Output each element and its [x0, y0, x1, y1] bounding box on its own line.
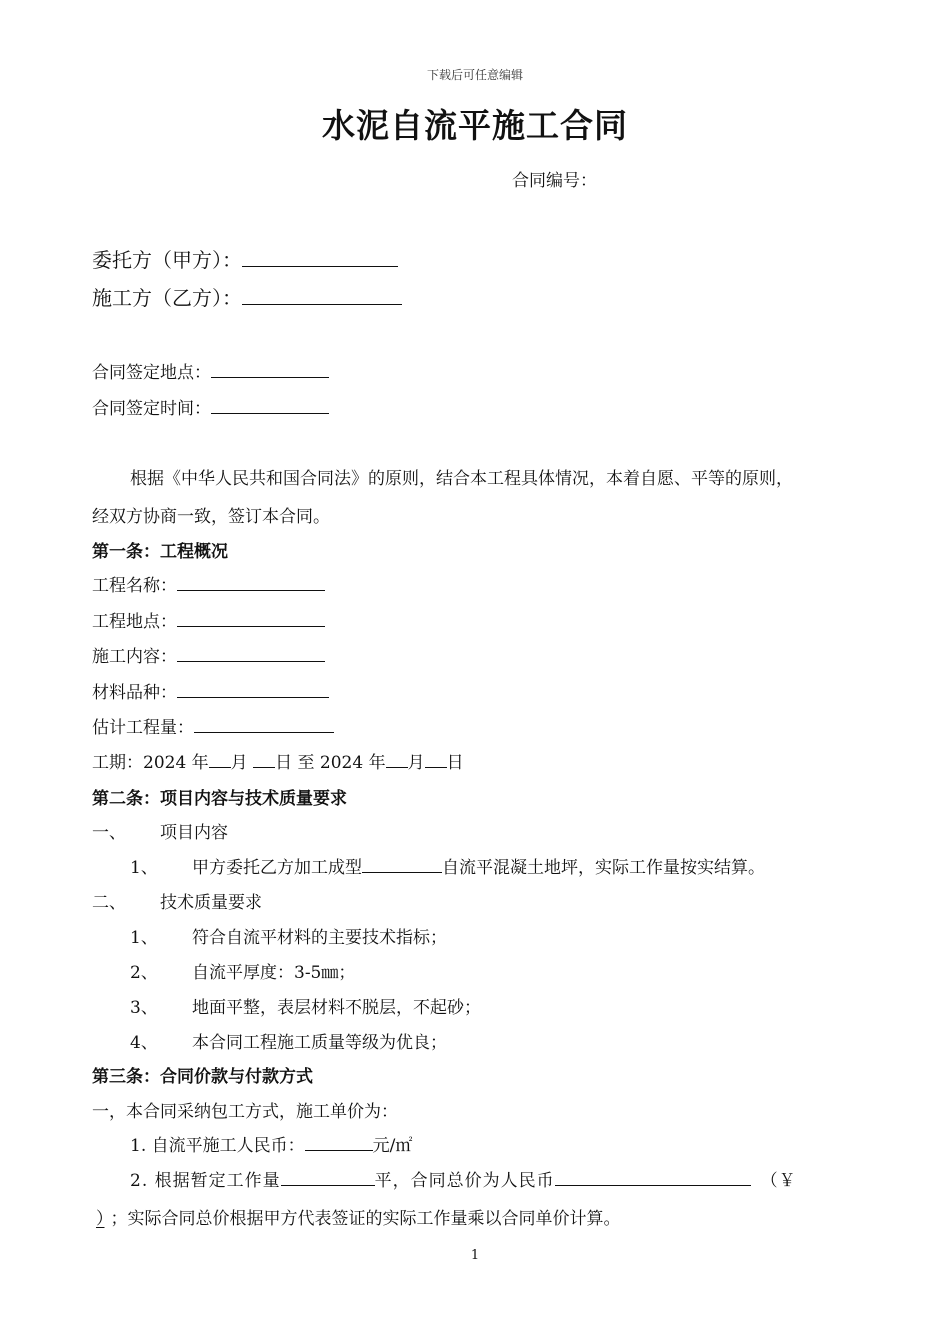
requirement-3-text: 地面平整，表层材料不脱层，不起砂； [192, 998, 481, 1018]
sign-place-row [92, 358, 329, 383]
sign-time-row [92, 394, 329, 419]
intro-line-1: 根据《中华人民共和国合同法》的原则，结合本工程具体情况，本着自愿、平等的原则， [130, 469, 793, 489]
total-price-mid: 平，合同总价为人民币 [374, 1171, 555, 1191]
section-2-row [92, 888, 262, 913]
requirement-1-number: 1、 [130, 928, 158, 948]
section-1-title: 项目内容 [160, 823, 228, 843]
sign-time-blank[interactable] [211, 395, 329, 414]
item-1-pre: 甲方委托乙方加工成型 [192, 858, 362, 878]
period-start-year: 2024 [143, 753, 187, 773]
party-a-label: 委托方（甲方）： [92, 248, 242, 272]
article-1-heading: 第一条：工程概况 [92, 542, 228, 562]
item-1-post: 自流平混凝土地坪，实际工作量按实结算。 [442, 858, 765, 878]
period-day-char: 日 [275, 753, 293, 773]
end-day-blank[interactable] [425, 749, 447, 768]
unit-price-label: 1. 自流平施工人民币： [130, 1136, 305, 1156]
sign-place-label: 合同签定地点： [92, 363, 211, 383]
item-1-blank[interactable] [362, 854, 442, 873]
quantity-estimate-blank[interactable] [281, 1167, 375, 1186]
material-row [92, 678, 329, 703]
requirement-3-number: 3、 [130, 998, 158, 1018]
start-day-blank[interactable] [253, 749, 275, 768]
total-price-note: ；实际合同总价根据甲方代表签证的实际工作量乘以合同单价计算。 [110, 1209, 621, 1229]
header-note: 下载后可任意编辑 [426, 68, 523, 82]
sign-time-label: 合同签定时间： [92, 399, 211, 419]
article-3-heading: 第三条：合同价款与付款方式 [92, 1067, 313, 1087]
project-site-label: 工程地点： [92, 612, 177, 632]
unit-price-unit: 元/㎡ [372, 1136, 413, 1156]
unit-price-blank[interactable] [305, 1132, 373, 1151]
party-b-label: 施工方（乙方）： [92, 286, 242, 310]
party-a-blank[interactable] [242, 248, 398, 267]
start-month-blank[interactable] [209, 749, 231, 768]
work-content-blank[interactable] [177, 643, 325, 662]
project-site-blank[interactable] [177, 608, 325, 627]
period-row [92, 748, 464, 773]
section-2-number: 二、 [92, 893, 126, 913]
project-name-row [92, 571, 325, 596]
total-price-amount-close[interactable]: ） [96, 1209, 105, 1229]
section-1-number: 一、 [92, 823, 126, 843]
end-month-blank[interactable] [386, 749, 408, 768]
requirement-2 [130, 958, 355, 983]
payment-method-line: 一，本合同采纳包工方式，施工单价为： [92, 1102, 398, 1122]
party-b-blank[interactable] [242, 286, 402, 305]
item-1-row [130, 853, 765, 878]
quantity-label: 估计工程量： [92, 718, 194, 738]
total-price-yen: （￥ [760, 1171, 797, 1191]
total-price-continuation [92, 1204, 621, 1229]
period-label: 工期： [92, 753, 143, 773]
requirement-2-number: 2、 [130, 963, 158, 983]
period-day-char-2: 日 [446, 753, 464, 773]
section-1-row [92, 818, 228, 843]
total-price-row [130, 1166, 797, 1191]
unit-price-row [130, 1131, 412, 1156]
contract-number-label: 合同编号： [512, 171, 597, 191]
work-content-label: 施工内容： [92, 647, 177, 667]
total-price-blank[interactable] [555, 1167, 751, 1186]
material-label: 材料品种： [92, 683, 177, 703]
project-site-row [92, 607, 325, 632]
page-number: 1 [470, 1248, 480, 1263]
requirement-1 [130, 923, 447, 948]
period-year-char-2: 年 [368, 753, 386, 773]
work-content-row [92, 642, 325, 667]
period-to-char: 至 [297, 753, 315, 773]
document-title: 水泥自流平施工合同 [322, 106, 628, 145]
section-2-title: 技术质量要求 [160, 893, 262, 913]
requirement-2-text: 自流平厚度：3-5㎜； [192, 963, 356, 983]
requirement-1-text: 符合自流平材料的主要技术指标； [192, 928, 447, 948]
intro-line-2: 经双方协商一致，签订本合同。 [92, 507, 330, 527]
period-year-char: 年 [191, 753, 209, 773]
party-b-row [92, 282, 402, 311]
sign-place-blank[interactable] [211, 359, 329, 378]
requirement-4-number: 4、 [130, 1033, 158, 1053]
project-name-blank[interactable] [177, 572, 325, 591]
party-a-row [92, 244, 398, 273]
material-blank[interactable] [177, 679, 329, 698]
requirement-4 [130, 1028, 447, 1053]
period-end-year: 2024 [319, 753, 364, 773]
period-month-char: 月 [230, 753, 248, 773]
project-name-label: 工程名称： [92, 576, 177, 596]
requirement-4-text: 本合同工程施工质量等级为优良； [192, 1033, 447, 1053]
quantity-row [92, 713, 334, 738]
requirement-3 [130, 993, 481, 1018]
period-month-char-2: 月 [407, 753, 425, 773]
quantity-blank[interactable] [194, 714, 334, 733]
total-price-pre: 2. 根据暂定工作量 [130, 1171, 281, 1191]
item-1-number: 1、 [130, 858, 158, 878]
article-2-heading: 第二条：项目内容与技术质量要求 [92, 789, 347, 809]
